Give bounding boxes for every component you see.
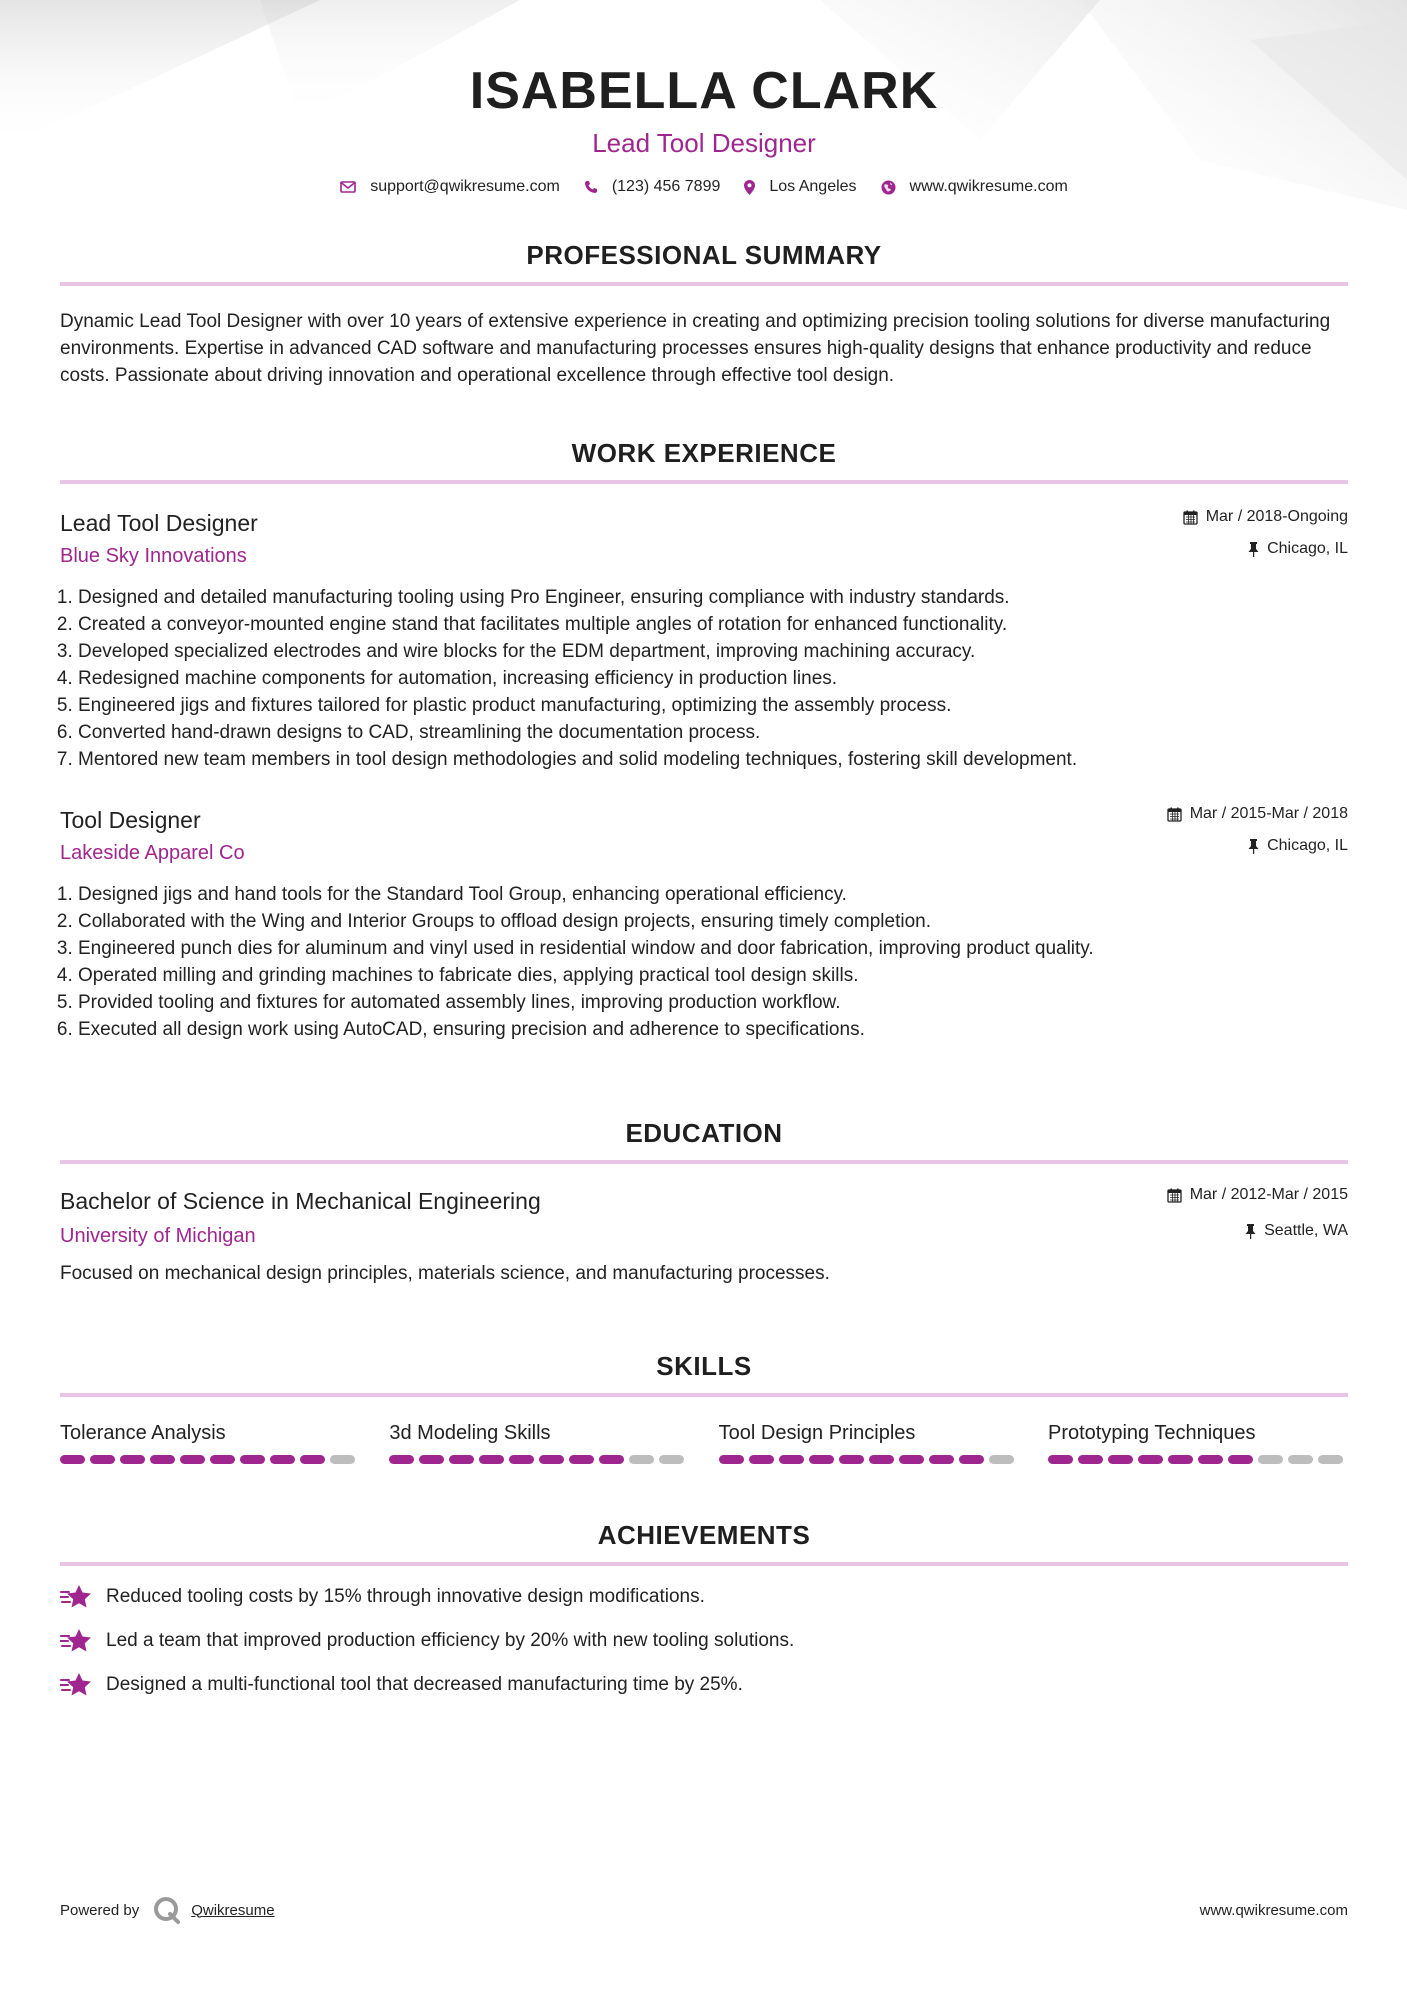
skill-segment-filled	[509, 1455, 534, 1464]
achievement-text: Designed a multi-functional tool that decreased manufacturing time by 25%.	[106, 1674, 743, 1695]
contact-location	[744, 178, 856, 196]
contact-email-text: support@qwikresume.com	[370, 178, 560, 195]
calendar-icon	[1167, 807, 1182, 822]
job-dates-text: Mar / 2015-Mar / 2018	[1189, 805, 1348, 822]
education-entry	[60, 1186, 1348, 1287]
section-divider	[60, 282, 1348, 286]
achievement-text: Reduced tooling costs by 15% through innovative design modifications.	[106, 1586, 705, 1607]
experience-heading: WORK EXPERIENCE	[571, 438, 837, 468]
summary-section	[60, 238, 1348, 389]
pushpin-icon	[1248, 839, 1259, 854]
skill-segment-empty	[989, 1455, 1014, 1464]
skill-segment-filled	[1228, 1455, 1253, 1464]
job-bullets	[60, 584, 1348, 773]
skill-segment-filled	[749, 1455, 774, 1464]
contact-email[interactable]	[340, 178, 560, 196]
skill-segment-filled	[869, 1455, 894, 1464]
skill-segment-filled	[1078, 1455, 1103, 1464]
candidate-name: ISABELLA CLARK	[469, 62, 939, 120]
skill-segment-filled	[60, 1455, 85, 1464]
skill-segment-filled	[839, 1455, 864, 1464]
education-description: Focused on mechanical design principles, materials science, and manufacturing processes.	[60, 1263, 830, 1284]
summary-heading: PROFESSIONAL SUMMARY	[526, 240, 882, 270]
achievement-text: Led a team that improved production efficiency by 20% with new tooling solutions.	[106, 1630, 795, 1651]
job-bullet: 5. Provided tooling and fixtures for automated assembly lines, improving production workflow.	[78, 989, 1348, 1016]
skill-segment-filled	[300, 1455, 325, 1464]
achievement-item	[60, 1627, 1348, 1654]
skill-segment-filled	[1138, 1455, 1163, 1464]
job-location	[1248, 837, 1348, 855]
education-dates-text: Mar / 2012-Mar / 2015	[1189, 1186, 1348, 1203]
skill-segment-filled	[929, 1455, 954, 1464]
skill-item	[719, 1419, 1019, 1464]
achievement-item	[60, 1671, 1348, 1698]
job-bullet: 4. Redesigned machine components for automation, increasing efficiency in production lines.	[78, 665, 1348, 692]
skill-segment-filled	[270, 1455, 295, 1464]
star-icon	[60, 1584, 92, 1610]
skill-segment-empty	[629, 1455, 654, 1464]
skill-segment-filled	[1168, 1455, 1193, 1464]
resume-page	[60, 0, 1348, 1695]
section-divider	[60, 1160, 1348, 1164]
skill-item	[389, 1419, 689, 1464]
skill-segment-filled	[389, 1455, 414, 1464]
achievement-item	[60, 1583, 1348, 1610]
skill-segment-filled	[569, 1455, 594, 1464]
powered-by-text: Powered by	[60, 1901, 140, 1919]
job-dates	[1167, 805, 1348, 823]
job-bullet: 3. Developed specialized electrodes and wire blocks for the EDM department, improving machining accuracy.	[78, 638, 1348, 665]
skills-heading: SKILLS	[656, 1351, 752, 1381]
skill-segment-filled	[1108, 1455, 1133, 1464]
job-dates	[1183, 508, 1348, 526]
job-bullet: 6. Converted hand-drawn designs to CAD, streamlining the documentation process.	[78, 719, 1348, 746]
job-bullets	[60, 881, 1348, 1043]
section-divider	[60, 480, 1348, 484]
skills-list	[60, 1419, 1348, 1464]
contact-website[interactable]	[881, 178, 1068, 196]
candidate-title: Lead Tool Designer	[592, 128, 816, 158]
qwikresume-link[interactable]: Qwikresume	[191, 1901, 275, 1919]
skill-name: Tool Design Principles	[718, 1422, 916, 1444]
skill-segment-filled	[1048, 1455, 1073, 1464]
map-marker-icon	[744, 180, 755, 195]
education-school: University of Michigan	[60, 1225, 256, 1247]
contact-bar	[60, 178, 1348, 196]
skill-segment-filled	[779, 1455, 804, 1464]
envelope-icon	[340, 181, 356, 193]
skill-segment-filled	[539, 1455, 564, 1464]
job-entry	[60, 805, 1348, 1043]
job-bullet: 6. Executed all design work using AutoCAD, ensuring precision and adherence to specifications.	[78, 1016, 1348, 1043]
job-bullet: 2. Created a conveyor-mounted engine stand that facilitates multiple angles of rotation for enhanced functionality.	[78, 611, 1348, 638]
resume-header	[60, 0, 1348, 196]
achievements-section	[60, 1518, 1348, 1698]
education-heading: EDUCATION	[625, 1118, 783, 1148]
job-bullet: 2. Collaborated with the Wing and Interior Groups to offload design projects, ensuring timely completion.	[78, 908, 1348, 935]
skill-segment-empty	[1258, 1455, 1283, 1464]
contact-location-text: Los Angeles	[769, 178, 857, 195]
pushpin-icon	[1245, 1224, 1256, 1239]
skill-segment-filled	[419, 1455, 444, 1464]
skill-segment-empty	[659, 1455, 684, 1464]
job-company: Lakeside Apparel Co	[60, 842, 245, 864]
skill-segment-filled	[809, 1455, 834, 1464]
job-bullet: 5. Engineered jigs and fixtures tailored for plastic product manufacturing, optimizing the assembly process.	[78, 692, 1348, 719]
job-bullet: 1. Designed and detailed manufacturing tooling using Pro Engineer, ensuring compliance with industry standards.	[78, 584, 1348, 611]
skill-segment-filled	[180, 1455, 205, 1464]
education-section	[60, 1116, 1348, 1287]
skill-segment-filled	[959, 1455, 984, 1464]
skill-segment-filled	[150, 1455, 175, 1464]
education-dates	[1167, 1186, 1348, 1204]
job-dates-text: Mar / 2018-Ongoing	[1205, 508, 1348, 525]
job-location-text: Chicago, IL	[1267, 837, 1348, 854]
skill-segment-empty	[1288, 1455, 1313, 1464]
pushpin-icon	[1248, 542, 1259, 557]
star-icon	[60, 1628, 92, 1654]
skill-segment-empty	[1318, 1455, 1343, 1464]
education-location	[1245, 1222, 1348, 1240]
experience-section	[60, 436, 1348, 1043]
skill-level-bar	[1048, 1455, 1348, 1464]
skill-segment-filled	[449, 1455, 474, 1464]
job-bullet: 3. Engineered punch dies for aluminum and vinyl used in residential window and door fabrication, improving product quality.	[78, 935, 1348, 962]
calendar-icon	[1183, 510, 1198, 525]
job-title: Lead Tool Designer	[60, 510, 258, 536]
skills-section	[60, 1349, 1348, 1464]
skill-name: 3d Modeling Skills	[389, 1422, 551, 1444]
skill-segment-filled	[599, 1455, 624, 1464]
calendar-icon	[1167, 1188, 1182, 1203]
globe-icon	[881, 180, 896, 195]
job-location	[1248, 540, 1348, 558]
job-title: Tool Designer	[60, 807, 201, 833]
summary-text: Dynamic Lead Tool Designer with over 10 years of extensive experience in creating and optimizing precision tooling solutions for diverse manufacturing environments. Expertise in advanced CAD software and manufacturing processes ensures high-quality designs that enhance productivity and reduce costs. Passionate about driving innovation and operational excellence through effective tool design.	[60, 311, 1331, 386]
skill-segment-filled	[479, 1455, 504, 1464]
job-bullet: 4. Operated milling and grinding machines to fabricate dies, applying practical tool design skills.	[78, 962, 1348, 989]
skill-segment-filled	[899, 1455, 924, 1464]
skill-name: Tolerance Analysis	[60, 1422, 226, 1444]
skill-level-bar	[389, 1455, 689, 1464]
skill-name: Prototyping Techniques	[1047, 1422, 1256, 1444]
skill-segment-filled	[719, 1455, 744, 1464]
contact-phone-text: (123) 456 7899	[611, 178, 721, 195]
page-footer	[60, 1896, 1348, 1924]
job-entry	[60, 508, 1348, 773]
qwikresume-logo-icon	[153, 1896, 181, 1924]
powered-by	[60, 1896, 275, 1924]
achievements-heading: ACHIEVEMENTS	[597, 1520, 811, 1550]
skill-level-bar	[719, 1455, 1019, 1464]
skill-segment-filled	[90, 1455, 115, 1464]
education-location-text: Seattle, WA	[1264, 1222, 1348, 1239]
skill-segment-filled	[1198, 1455, 1223, 1464]
job-company: Blue Sky Innovations	[60, 545, 247, 567]
footer-website[interactable]: www.qwikresume.com	[1199, 1901, 1348, 1919]
skill-segment-filled	[120, 1455, 145, 1464]
contact-website-text: www.qwikresume.com	[909, 178, 1068, 195]
skill-segment-filled	[210, 1455, 235, 1464]
section-divider	[60, 1562, 1348, 1566]
skill-level-bar	[60, 1455, 360, 1464]
skill-item	[1048, 1419, 1348, 1464]
section-divider	[60, 1393, 1348, 1397]
star-icon	[60, 1672, 92, 1698]
skill-segment-empty	[330, 1455, 355, 1464]
contact-phone[interactable]	[584, 178, 721, 196]
skill-item	[60, 1419, 360, 1464]
job-bullet: 1. Designed jigs and hand tools for the Standard Tool Group, enhancing operational efficiency.	[78, 881, 1348, 908]
job-location-text: Chicago, IL	[1267, 540, 1348, 557]
phone-icon	[584, 180, 598, 194]
skill-segment-filled	[240, 1455, 265, 1464]
job-bullet: 7. Mentored new team members in tool design methodologies and solid modeling techniques, fostering skill development.	[78, 746, 1348, 773]
education-degree: Bachelor of Science in Mechanical Engineering	[60, 1188, 541, 1214]
